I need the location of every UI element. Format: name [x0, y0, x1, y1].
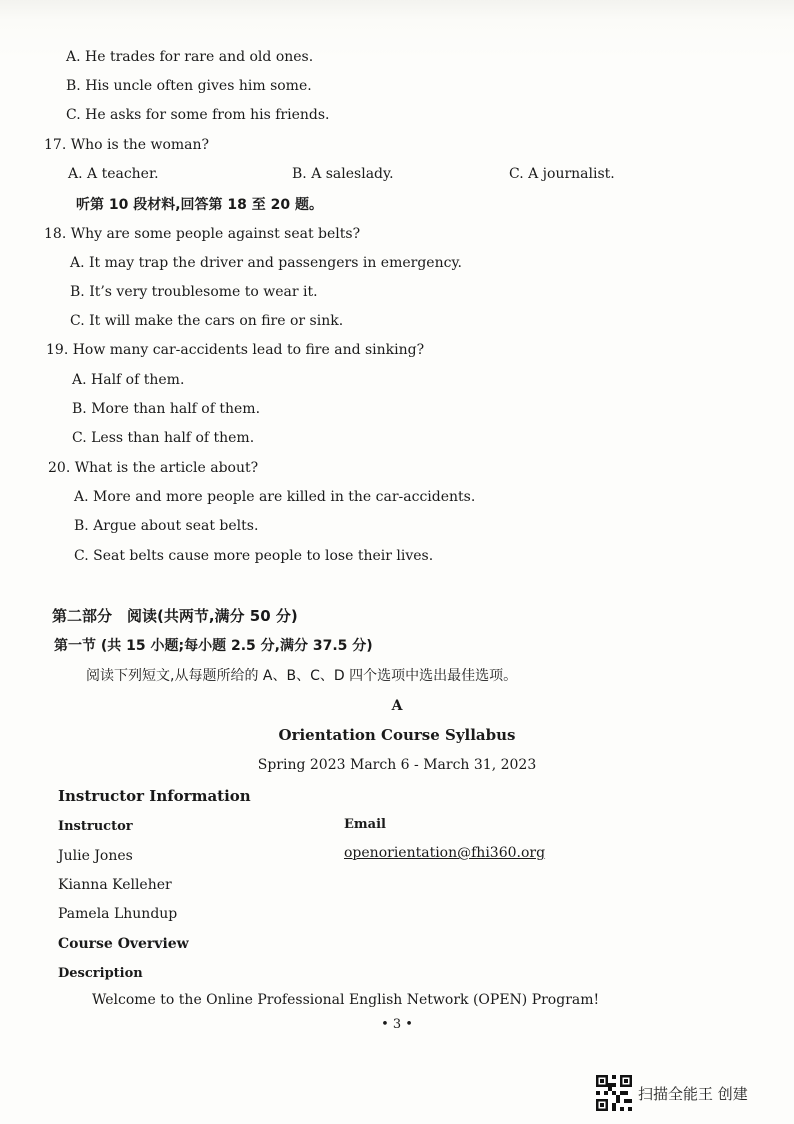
instructor-name-3: Pamela Lhundup	[58, 906, 178, 922]
q19-option-b: B. More than half of them.	[72, 401, 261, 417]
passage-title: Orientation Course Syllabus	[278, 726, 516, 744]
instructor-email-link[interactable]: openorientation@fhi360.org	[344, 845, 546, 861]
description-text: Welcome to the Online Professional English Network (OPEN) Program!	[92, 992, 600, 1008]
q20-option-b: B. Argue about seat belts.	[74, 518, 259, 534]
q20-question: 20. What is the article about?	[48, 460, 259, 476]
instruction-section-10: 听第 10 段材料,回答第 18 至 20 题。	[76, 197, 324, 213]
q19-question: 19. How many car-accidents lead to fire and sinking?	[46, 342, 425, 358]
q18-option-b: B. It’s very troublesome to wear it.	[70, 284, 318, 300]
passage-dates: Spring 2023 March 6 - March 31, 2023	[257, 757, 537, 773]
part2-title: 第二部分 阅读(共两节,满分 50 分)	[52, 607, 298, 625]
q20-option-a: A. More and more people are killed in the car-accidents.	[74, 489, 476, 505]
passage-letter: A	[391, 698, 403, 714]
q20-option-c: C. Seat belts cause more people to lose their lives.	[74, 548, 434, 564]
watermark-text: 扫描全能王 创建	[638, 1084, 748, 1103]
q19-option-a: A. Half of them.	[72, 372, 185, 388]
q17-option-c: C. A journalist.	[509, 166, 615, 182]
course-overview-heading: Course Overview	[58, 936, 189, 952]
part2-section1: 第一节 (共 15 小题;每小题 2.5 分,满分 37.5 分)	[54, 638, 373, 654]
description-heading: Description	[58, 966, 143, 981]
q16-option-c: C. He asks for some from his friends.	[66, 107, 330, 123]
q17-option-a: A. A teacher.	[68, 166, 159, 182]
q19-option-c: C. Less than half of them.	[72, 430, 255, 446]
q17-question: 17. Who is the woman?	[44, 137, 210, 153]
q18-option-c: C. It will make the cars on fire or sink.	[70, 313, 344, 329]
part2-instruction: 阅读下列短文,从每题所给的 A、B、C、D 四个选项中选出最佳选项。	[86, 668, 518, 684]
qr-code-icon	[596, 1075, 632, 1111]
instructor-column-header: Instructor	[58, 819, 133, 834]
scanner-watermark	[596, 1075, 748, 1111]
q18-option-a: A. It may trap the driver and passengers in emergency.	[70, 255, 462, 271]
instructor-name-1: Julie Jones	[58, 848, 133, 864]
instructor-info-heading: Instructor Information	[58, 787, 251, 805]
instructor-name-2: Kianna Kelleher	[58, 877, 172, 893]
email-column-header: Email	[344, 817, 386, 832]
q16-option-b: B. His uncle often gives him some.	[66, 78, 312, 94]
q17-option-b: B. A saleslady.	[292, 166, 394, 182]
q16-option-a: A. He trades for rare and old ones.	[66, 49, 314, 65]
page-number: • 3 •	[381, 1017, 413, 1032]
q18-question: 18. Why are some people against seat belts?	[44, 226, 361, 242]
